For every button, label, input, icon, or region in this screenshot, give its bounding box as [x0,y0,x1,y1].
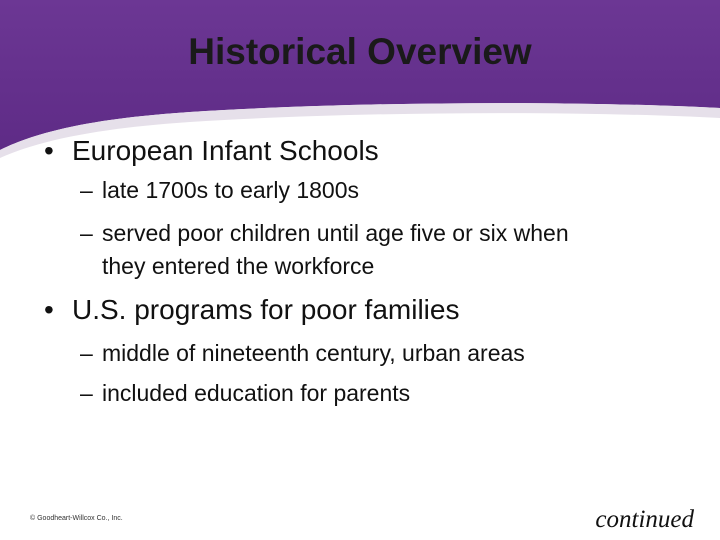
copyright-notice: © Goodheart-Willcox Co., Inc. [30,515,123,522]
bullet-dot: • [44,294,54,325]
sub-bullet-text: served poor children until age five or six when [102,220,569,246]
continued-label: continued [595,506,694,533]
bullet-us-programs [44,293,459,327]
sub-bullet-text: late 1700s to early 1800s [102,177,360,203]
bullet-european-infant-schools [44,134,379,168]
dash: – [80,380,93,406]
sub-bullet [80,218,700,249]
dash: – [80,220,93,246]
slide-title: Historical Overview [188,31,532,72]
bullet-text: European Infant Schools [72,135,379,166]
dash: – [80,340,93,366]
sub-bullet [80,175,700,206]
bullet-text: U.S. programs for poor families [72,294,460,325]
sub-bullet [80,338,700,369]
sub-bullet-text: middle of nineteenth century, urban areas [102,340,525,366]
sub-bullet-text: they entered the workforce [102,253,375,279]
dash: – [80,177,93,203]
sub-bullet-text: included education for parents [102,380,411,406]
sub-bullet [80,378,700,409]
sub-bullet-continuation [80,251,700,282]
bullet-dot: • [44,135,54,166]
